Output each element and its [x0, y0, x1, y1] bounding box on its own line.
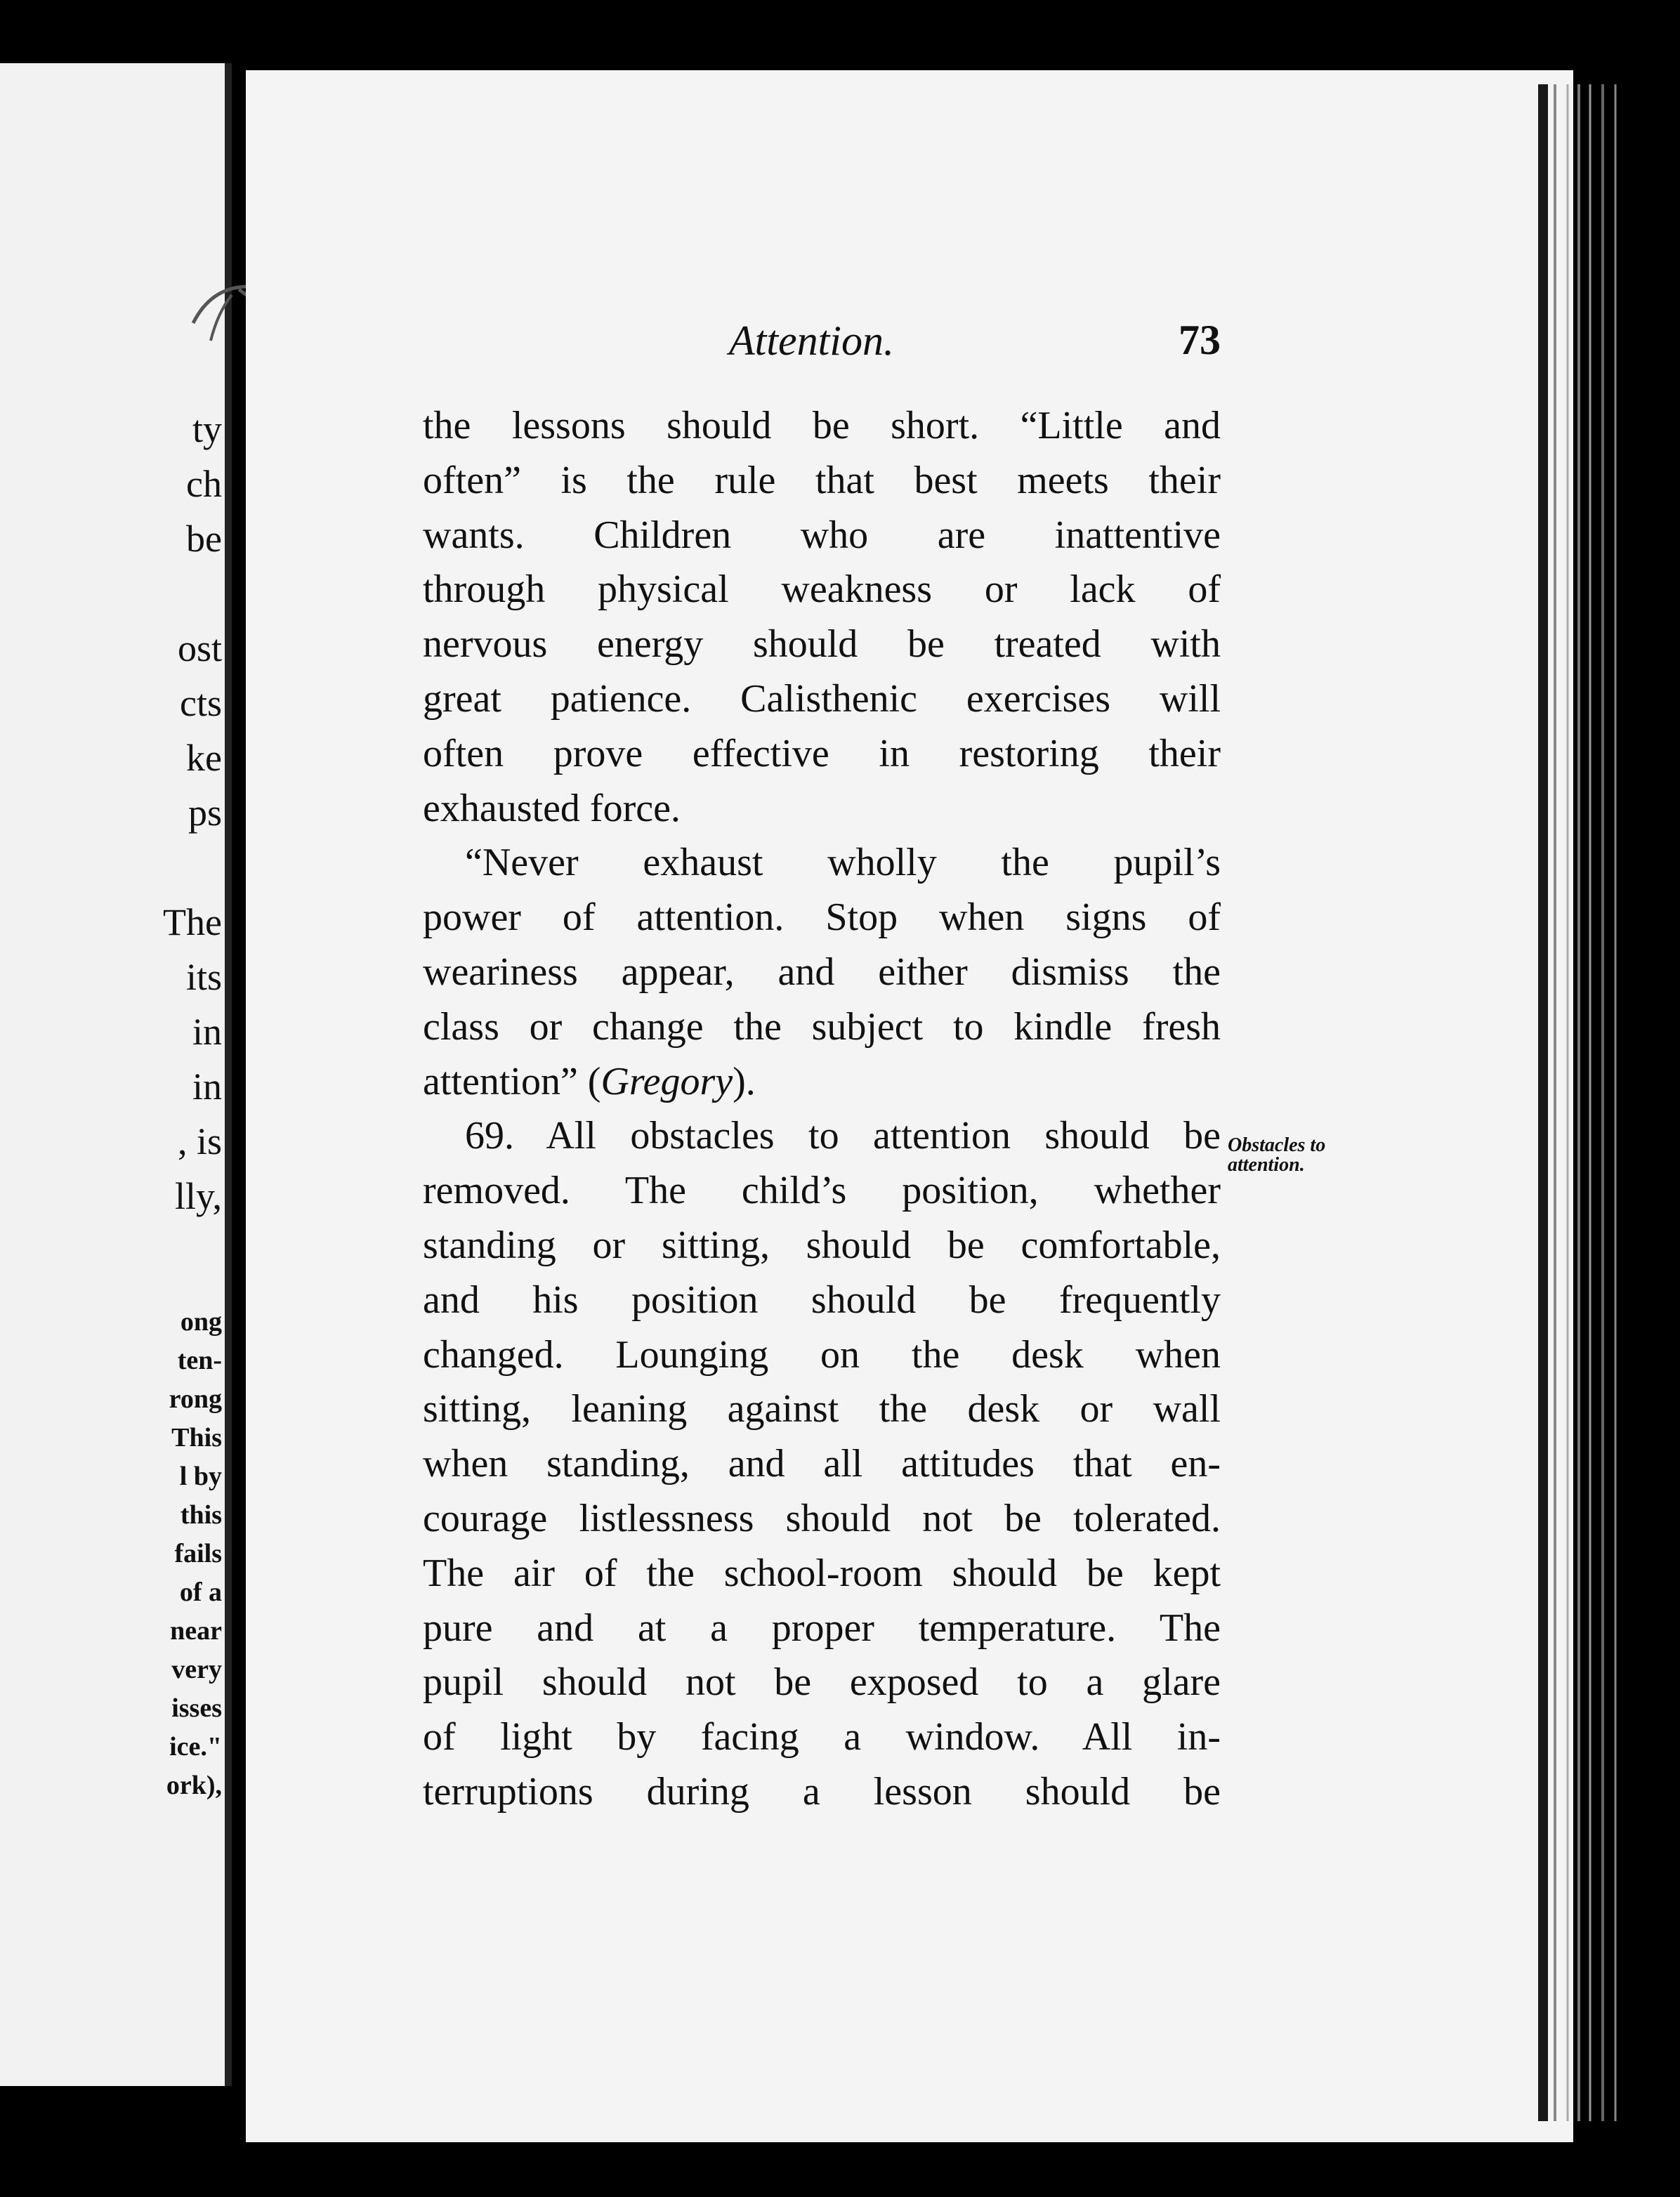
text-line: “Never exhaust wholly the pupil’s: [465, 841, 1221, 885]
running-header: [729, 316, 1221, 365]
left-small-fragment: ork),: [166, 1771, 222, 1800]
left-small-fragment: fails: [174, 1539, 222, 1568]
text-line: through physical weakness or lack of: [423, 568, 1221, 612]
text-line: nervous energy should be treated with: [423, 622, 1221, 667]
left-small-fragment: this: [180, 1500, 222, 1530]
running-title: Attention.: [729, 317, 894, 364]
page-edge-lines: [1538, 84, 1629, 2121]
page-number: 73: [1179, 317, 1221, 363]
text-line: often prove effective in restoring their: [423, 731, 1221, 775]
text-segment: attention” (: [423, 1059, 601, 1103]
text-line: weariness appear, and either dismiss the: [423, 950, 1221, 994]
left-fragment: , is: [177, 1120, 222, 1162]
citation-author: Gregory: [601, 1059, 733, 1103]
left-fragment: The: [163, 901, 222, 943]
margin-note: [1228, 1136, 1368, 1175]
left-fragment: its: [185, 956, 222, 998]
text-line: pure and at a proper temperature. The: [423, 1606, 1221, 1650]
text-line: terruptions during a lesson should be: [423, 1769, 1221, 1814]
text-line: standing or sitting, should be comfortable,: [423, 1223, 1221, 1267]
left-fragment: ch: [186, 463, 222, 505]
left-small-fragment: ice.": [169, 1732, 222, 1762]
text-line: power of attention. Stop when signs of: [423, 896, 1221, 940]
left-small-fragment: isses: [171, 1693, 222, 1723]
left-small-fragment: rong: [169, 1384, 222, 1414]
left-fragment: ost: [177, 627, 222, 669]
text-line: when standing, and all attitudes that en-: [423, 1442, 1221, 1486]
left-fragment: ty: [192, 408, 222, 450]
text-line: sitting, leaning against the desk or wall: [423, 1387, 1221, 1431]
text-line: removed. The child’s position, whether: [423, 1169, 1221, 1213]
text-line: great patience. Calisthenic exercises will: [423, 676, 1221, 721]
left-small-fragment: l by: [179, 1462, 222, 1491]
text-line: courage listlessness should not be tolerated.: [423, 1496, 1221, 1540]
left-small-fragment: of a: [179, 1578, 222, 1607]
text-line: changed. Lounging on the desk when: [423, 1332, 1221, 1377]
text-line: the lessons should be short. “Little and: [423, 404, 1221, 447]
text-line: of light by facing a window. All in-: [423, 1715, 1221, 1759]
text-line: exhausted force.: [423, 786, 681, 830]
margin-note-line: Obstacles to: [1228, 1134, 1326, 1156]
text-line: The air of the school-room should be kept: [423, 1551, 1221, 1595]
left-fragment: cts: [180, 682, 222, 724]
text-line: 69. All obstacles to attention should be: [465, 1114, 1221, 1158]
margin-note-line: attention.: [1228, 1154, 1305, 1176]
text-segment: ).: [733, 1059, 756, 1103]
left-small-fragment: ong: [180, 1307, 222, 1337]
left-fragment: ps: [188, 792, 222, 834]
left-small-fragment: This: [171, 1423, 222, 1452]
left-fragment: in: [192, 1011, 222, 1053]
left-small-fragment: very: [171, 1655, 222, 1684]
text-line: often” is the rule that best meets their: [423, 458, 1221, 502]
left-small-fragment: near: [170, 1616, 222, 1646]
left-fragment: ke: [186, 737, 222, 779]
text-line: pupil should not be exposed to a glare: [423, 1660, 1221, 1705]
text-line: and his position should be frequently: [423, 1278, 1221, 1322]
left-facing-page: [0, 63, 232, 2086]
body-text: [423, 399, 1221, 1820]
text-line: [423, 1055, 1221, 1110]
text-line: wants. Children who are inattentive: [423, 513, 1221, 557]
left-small-fragment: ten-: [177, 1346, 222, 1375]
left-fragment: in: [192, 1065, 222, 1108]
left-fragment: lly,: [175, 1175, 222, 1217]
text-line: class or change the subject to kindle fresh: [423, 1004, 1221, 1049]
left-fragment: be: [186, 518, 222, 560]
